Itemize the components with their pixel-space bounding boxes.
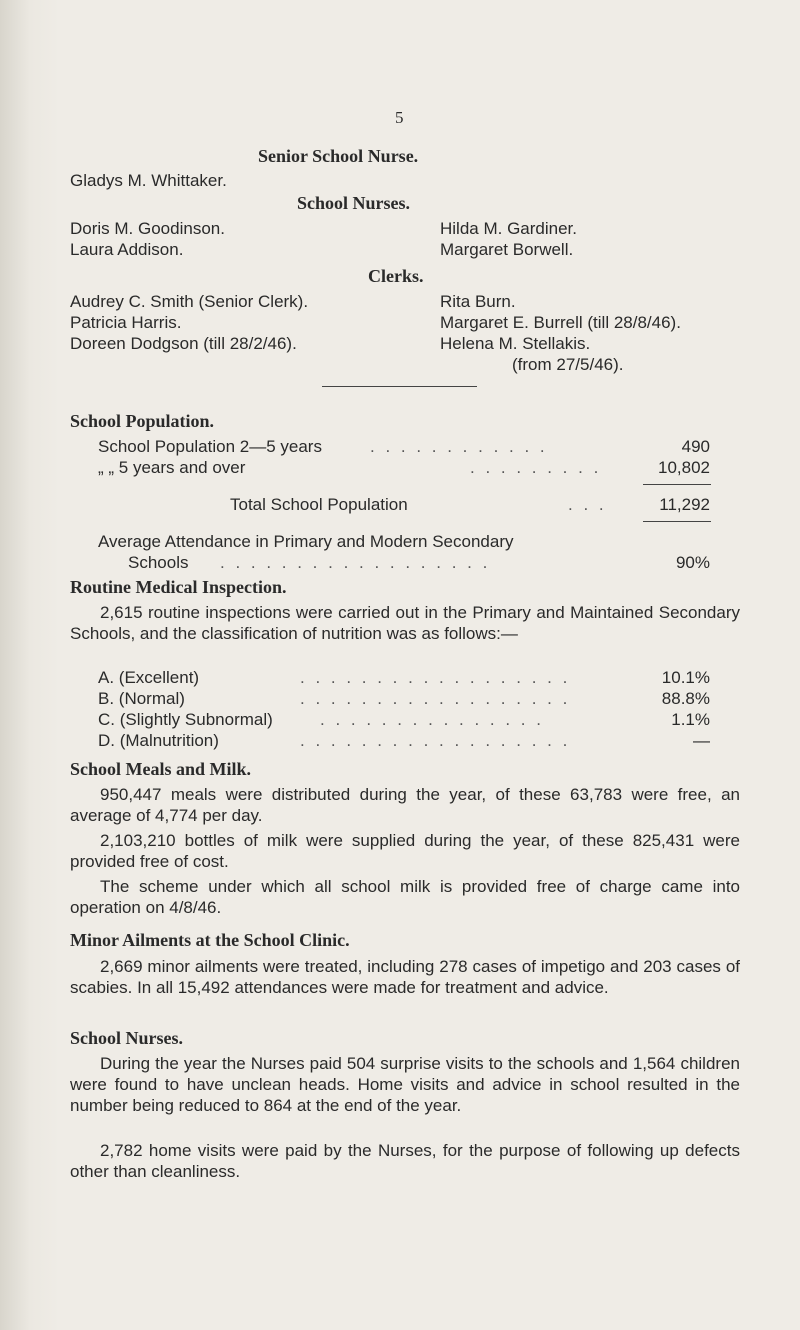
leader-dots: . . . . . . . . . . . . . . . . . . (300, 689, 571, 708)
attendance-label-1: Average Attendance in Primary and Modern Secondary (98, 532, 514, 551)
meals-paragraph-3: The scheme under which all school milk is provided free of charge came into operation on 4/8/46. (70, 877, 740, 917)
school-nurses-heading: School Nurses. (297, 193, 411, 213)
clerk-right-2: Margaret E. Burrell (till 28/8/46). (440, 313, 681, 332)
nutrition-row-b-label: B. (Normal) (98, 689, 185, 708)
meals-paragraph-1: 950,447 meals were distributed during the year, of these 63,783 were free, an average of 4,774 per day. (70, 785, 740, 825)
ailments-paragraph: 2,669 minor ailments were treated, including 278 cases of impetigo and 203 cases of scabies. In all 15,492 attendances were made for treatment and advice. (70, 957, 740, 997)
nurse-right-1: Hilda M. Gardiner. (440, 219, 577, 238)
nurses-section-heading: School Nurses. (70, 1028, 184, 1048)
population-row2-value: 10,802 (658, 458, 710, 477)
leader-dots: . . . . . . . . . . . . . . . . . . (300, 668, 571, 687)
nurses-paragraph-1: During the year the Nurses paid 504 surprise visits to the schools and 1,564 children were found to have unclean heads. Home visits and advice in school resulted in the number being reduced to 864 at the end of the year. (70, 1054, 740, 1115)
nutrition-row-a-value: 10.1% (661, 668, 710, 687)
page-number: 5 (395, 108, 404, 127)
leader-dots: . . . . . . . . . . . . . . . . . . (300, 731, 571, 750)
population-row1-value: 490 (681, 437, 710, 456)
clerk-left-1: Audrey C. Smith (Senior Clerk). (70, 292, 309, 311)
clerk-left-2: Patricia Harris. (70, 313, 182, 332)
ailments-heading: Minor Ailments at the School Clinic. (70, 930, 350, 950)
inspection-heading: Routine Medical Inspection. (70, 577, 287, 597)
nutrition-row-b-value: 88.8% (661, 689, 710, 708)
meals-paragraph-2: 2,103,210 bottles of milk were supplied during the year, of these 825,431 were provided free of cost. (70, 831, 740, 871)
clerks-heading: Clerks. (368, 266, 424, 286)
population-total-label: Total School Population (230, 495, 408, 514)
nutrition-row-a-label: A. (Excellent) (98, 668, 200, 687)
nutrition-row-c-value: 1.1% (671, 710, 710, 729)
senior-nurse-name: Gladys M. Whittaker. (70, 171, 227, 190)
meals-heading: School Meals and Milk. (70, 759, 252, 779)
leader-dots: . . . . . . . . . . . . . . . . . . (220, 553, 491, 572)
population-total-value: 11,292 (659, 495, 710, 514)
leader-dots: . . . . . . . . . (470, 458, 602, 477)
nurse-left-2: Laura Addison. (70, 240, 184, 259)
total-rule (643, 521, 711, 522)
senior-nurse-heading: Senior School Nurse. (258, 146, 419, 166)
leader-dots: . . . . . . . . . . . . (370, 437, 548, 456)
nurse-right-2: Margaret Borwell. (440, 240, 574, 259)
population-row1-label: School Population 2—5 years (98, 437, 322, 456)
nurses-paragraph-2: 2,782 home visits were paid by the Nurses, for the purpose of following up defects other than cleanliness. (70, 1141, 740, 1181)
nutrition-row-c-label: C. (Slightly Subnormal) (98, 710, 273, 729)
leader-dots: . . . . . . . . . . . . . . . (320, 710, 544, 729)
inspection-paragraph: 2,615 routine inspections were carried out in the Primary and Maintained Secondary Schools, and the classification of nutrition was as follows:— (70, 603, 740, 643)
population-row2-label: „ „ 5 years and over (98, 458, 246, 477)
attendance-value: 90% (675, 553, 710, 572)
population-heading: School Population. (70, 411, 215, 431)
sum-rule (643, 484, 711, 485)
attendance-label-2: Schools (128, 553, 189, 572)
nutrition-row-d-value: — (693, 731, 710, 750)
section-divider (322, 386, 477, 387)
clerk-left-3: Doreen Dodgson (till 28/2/46). (70, 334, 297, 353)
nutrition-row-d-label: D. (Malnutrition) (98, 731, 219, 750)
leader-dots: . . . (568, 495, 607, 514)
nurse-left-1: Doris M. Goodinson. (70, 219, 225, 238)
clerk-right-3: Helena M. Stellakis. (440, 334, 591, 353)
clerk-right-1: Rita Burn. (440, 292, 516, 311)
clerk-right-4: (from 27/5/46). (512, 355, 624, 374)
